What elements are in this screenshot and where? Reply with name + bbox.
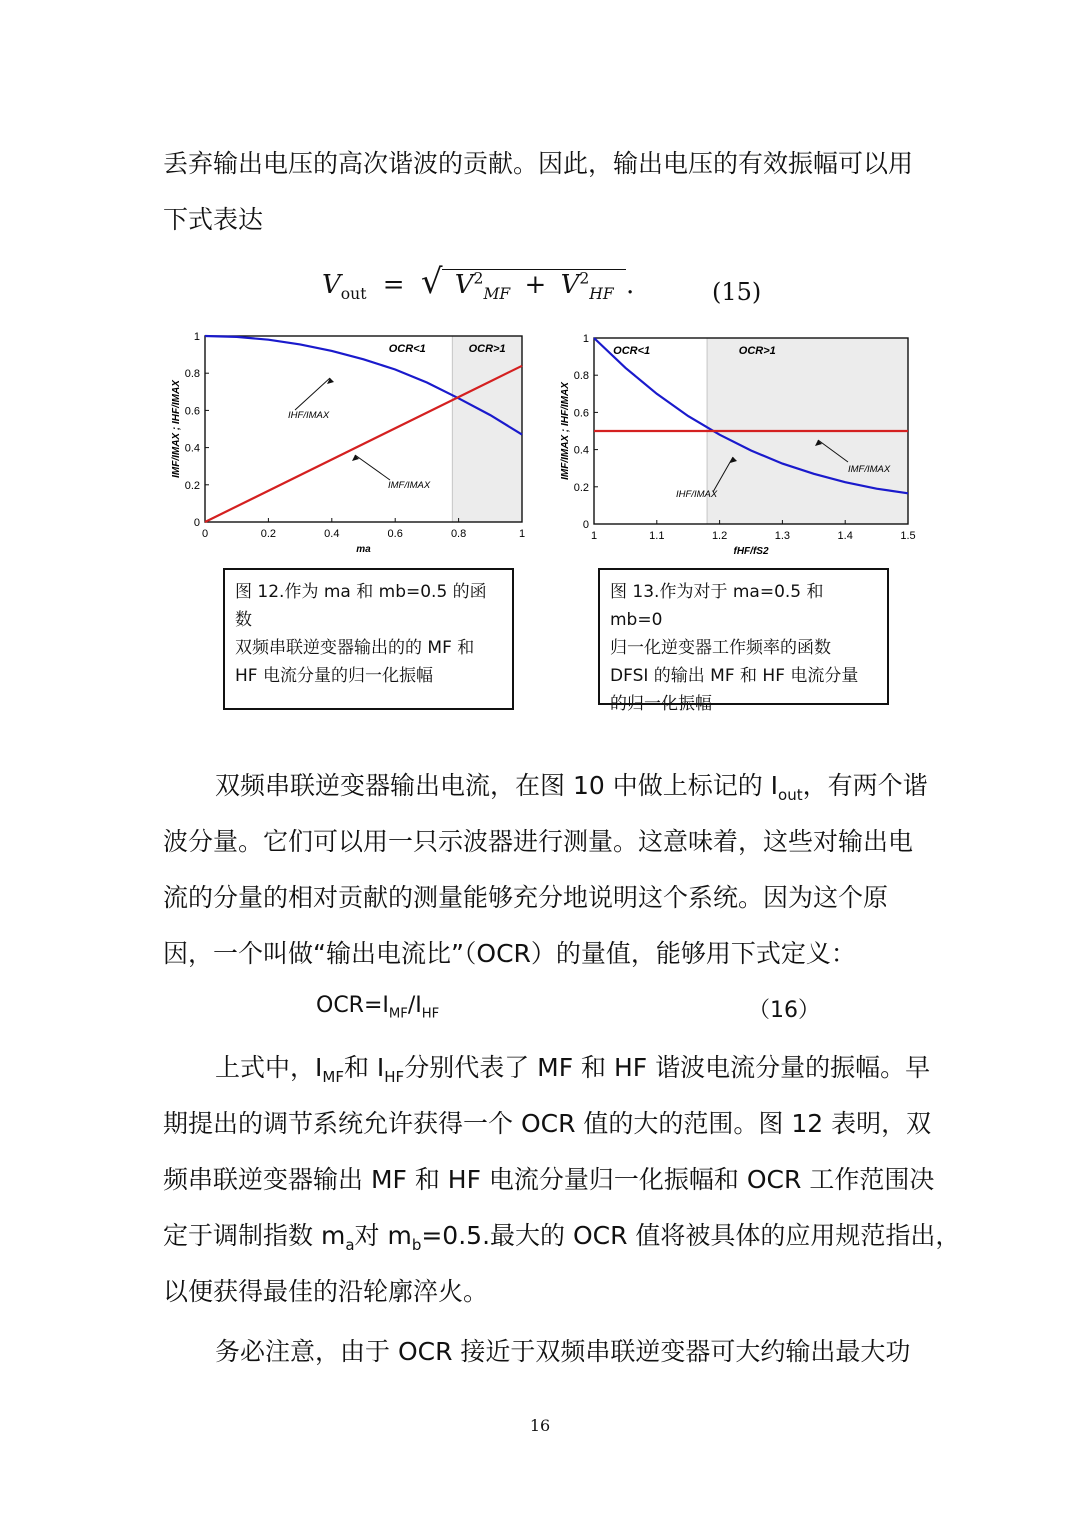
series-annotation-label: IHF/IMAX (288, 410, 330, 421)
p2-line-1-text-a: 上式中，I (215, 1053, 323, 1082)
x-tick-label: 1.1 (649, 530, 665, 542)
y-tick-label: 0.8 (184, 368, 200, 381)
eq15-number: (15) (712, 278, 762, 306)
figure-13-caption (598, 568, 889, 714)
y-tick-label: 0.6 (184, 405, 200, 418)
p2-line-1-sub-1: MF (322, 1068, 344, 1086)
p2-line-5: 以便获得最佳的沿轮廓淬火。 (163, 1277, 489, 1306)
arrow-head-icon (352, 455, 359, 461)
p2-line-1 (215, 1048, 930, 1086)
x-tick-label: 1 (590, 530, 598, 542)
y-axis-label: IMF/IMAX ; IHF/IMAX (171, 380, 182, 478)
region-label-right: OCR>1 (468, 343, 506, 355)
p2-line-4-text-b: 对 m (354, 1221, 412, 1250)
series-annotation-label: IMF/IMAX (848, 464, 891, 475)
fig13-caption-line-3: DFSI 的输出 MF 和 HF 电流分量 (610, 666, 859, 686)
eq16-text-a: OCR=I (316, 993, 389, 1018)
fig13-caption-line-1: 图 13.作为对于 ma=0.5 和 mb=0 (610, 582, 824, 630)
eq15-term2: V (560, 270, 580, 300)
y-tick-label: 0 (582, 519, 589, 531)
p1-line-3: 流的分量的相对贡献的测量能够充分地说明这个系统。因为这个原 (163, 883, 889, 912)
figure-12-chart (160, 330, 540, 555)
y-tick-label: 0.8 (573, 370, 589, 383)
annotation-arrow (295, 378, 330, 410)
p3-line-1: 务必注意，由于 OCR 接近于双频串联逆变器可大约输出最大功 (215, 1337, 911, 1366)
eq15-equals: = (382, 270, 405, 300)
p1-line-2: 波分量。它们可以用一只示波器进行测量。这意味着，这些对输出电 (163, 827, 914, 856)
arrow-head-icon (327, 378, 334, 384)
eq16-sub-2: HF (421, 1006, 440, 1022)
x-tick-label: 1.3 (774, 530, 791, 542)
sqrt-symbol: √ (420, 262, 443, 302)
region-label-left: OCR<1 (613, 345, 651, 357)
p2-line-1-text-b: 和 I (343, 1053, 385, 1082)
page-number: 16 (529, 1416, 551, 1435)
series-annotation-label: IMF/IMAX (388, 480, 431, 491)
eq15-term2-sub: HF (589, 285, 614, 304)
fig12-caption-line-3: HF 电流分量的归一化振幅 (235, 666, 433, 686)
series-annotation-label: IHF/IMAX (676, 489, 718, 500)
figure-13-chart (548, 332, 918, 557)
eq15-lhs-sub: out (340, 285, 367, 304)
y-tick-label: 1 (582, 333, 589, 345)
p2-line-4-text-c: =0.5.最大的 OCR 值将被具体的应用规范指出， (421, 1221, 961, 1250)
y-tick-label: 0.6 (573, 407, 589, 420)
fig13-caption-line-4: 的归一化振幅 (610, 694, 712, 714)
p1-line-4: 因，一个叫做“输出电流比”（OCR）的量值，能够用下式定义： (163, 939, 856, 968)
x-tick-label: 0 (201, 528, 209, 540)
y-tick-label: 0 (193, 517, 200, 529)
p2-line-4 (163, 1216, 960, 1254)
p2-line-3: 频串联逆变器输出 MF 和 HF 电流分量归一化振幅和 OCR 工作范围决 (163, 1165, 935, 1194)
x-axis-label: ma (356, 544, 371, 555)
eq15-end: . (625, 270, 635, 300)
fig12-caption-line-2: 双频串联逆变器输出的的 MF 和 (235, 638, 475, 658)
p2-line-2: 期提出的调节系统允许获得一个 OCR 值的大的范围。图 12 表明，双 (163, 1109, 932, 1138)
eq15-term1-sup: 2 (473, 269, 484, 288)
p2-line-1-sub-2: HF (384, 1068, 405, 1086)
x-tick-label: 1.4 (837, 530, 853, 542)
y-tick-label: 0.4 (184, 442, 200, 455)
figure-12-caption (223, 568, 514, 710)
y-tick-label: 0.4 (573, 444, 589, 457)
eq16-number: （16） (748, 998, 820, 1023)
p2-line-4-sub-2: b (411, 1236, 422, 1254)
y-axis-label: IMF/IMAX ; IHF/IMAX (560, 382, 571, 480)
equation-16 (316, 993, 439, 1021)
x-tick-label: 0.6 (387, 528, 403, 540)
x-tick-label: 0.2 (260, 528, 277, 540)
eq15-plus: + (524, 270, 547, 300)
y-tick-label: 0.2 (184, 479, 200, 492)
eq15-term1: V (454, 270, 474, 300)
p2-line-1-text-c: 分别代表了 MF 和 HF 谐波电流分量的振幅。早 (404, 1053, 931, 1082)
x-tick-label: 0.4 (324, 528, 340, 540)
eq15-lhs: V (322, 270, 341, 300)
intro-line-1: 丢弃输出电压的高次谐波的贡献。因此，输出电压的有效振幅可以用 (163, 149, 914, 178)
equation-15 (322, 262, 634, 303)
eq16-sub-1: MF (388, 1006, 408, 1022)
p1-line-1 (215, 766, 928, 804)
eq15-term2-sup: 2 (579, 269, 590, 288)
y-tick-label: 1 (193, 331, 200, 343)
x-tick-label: 0.8 (450, 528, 467, 540)
p1-line-1-text-a: 双频串联逆变器输出电流，在图 10 中做上标记的 I (215, 771, 779, 800)
p2-line-4-sub-1: a (345, 1236, 355, 1254)
region-label-right: OCR>1 (738, 345, 776, 357)
annotation-arrow (355, 455, 390, 480)
p1-line-1-text-b: ，有两个谐 (802, 771, 928, 800)
x-tick-label: 1.5 (900, 530, 916, 542)
eq16-text-b: /I (407, 993, 422, 1018)
intro-line-2: 下式表达 (163, 205, 264, 234)
fig13-caption-line-2: 归一化逆变器工作频率的函数 (610, 638, 831, 658)
eq15-term1-sub: MF (483, 285, 511, 304)
region-label-left: OCR<1 (388, 343, 426, 355)
x-axis-label: fHF/fS2 (733, 546, 769, 557)
fig12-caption-line-1: 图 12.作为 ma 和 mb=0.5 的函数 (235, 582, 487, 630)
x-tick-label: 1.2 (711, 530, 728, 542)
x-tick-label: 1 (518, 528, 526, 540)
p2-line-4-text-a: 定于调制指数 m (163, 1221, 346, 1250)
p1-line-1-sub: out (778, 786, 803, 804)
y-tick-label: 0.2 (573, 481, 589, 494)
